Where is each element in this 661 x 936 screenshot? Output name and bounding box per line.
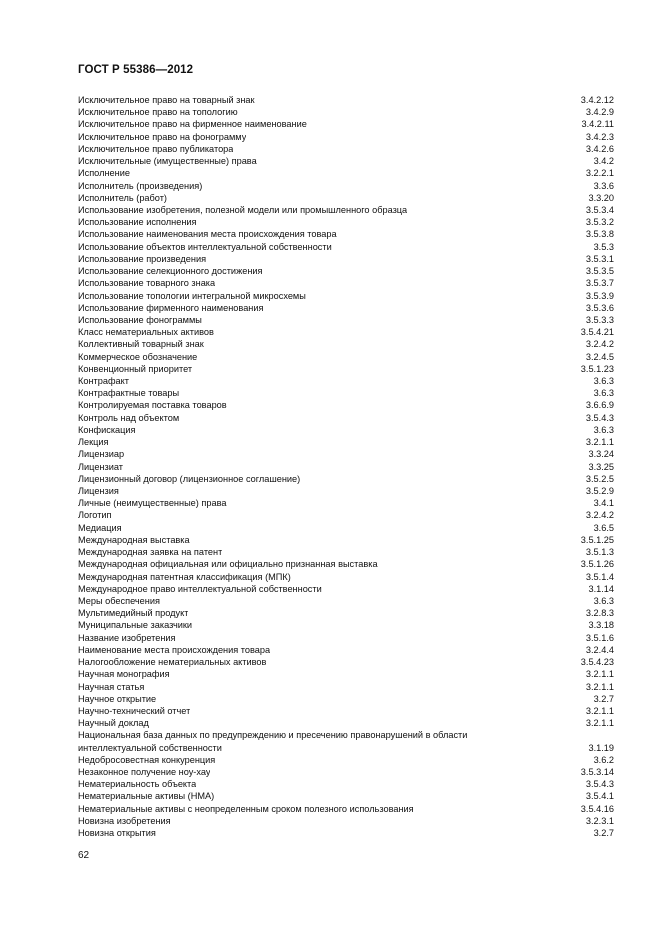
index-entry: [78, 314, 614, 326]
index-entry: [78, 204, 614, 216]
index-entry: [78, 143, 614, 155]
index-term: Использование объектов интеллектуальной собственности: [78, 241, 332, 252]
index-reference: 3.5.1.25: [580, 534, 614, 545]
index-reference: 3.2.4.2: [585, 510, 614, 521]
index-term: Использование топологии интегральной микросхемы: [78, 290, 306, 301]
index-reference: 3.5.1.6: [585, 632, 614, 643]
index-entry: [78, 192, 614, 204]
index-entry: [78, 387, 614, 399]
index-term: Контрафакт: [78, 376, 129, 387]
index-term: Научно-технический отчет: [78, 705, 191, 716]
index-reference: 3.5.3.3: [585, 314, 614, 325]
index-reference: 3.2.7: [593, 828, 614, 839]
index-reference: 3.5.3.8: [585, 229, 614, 240]
index-term: Лицензионный договор (лицензионное соглашение): [78, 473, 301, 484]
index-reference: 3.5.4.1: [585, 791, 614, 802]
index-term: Международная заявка на патент: [78, 547, 223, 558]
index-term: Использование селекционного достижения: [78, 266, 263, 277]
index-term: Исключительное право на товарный знак: [78, 95, 255, 105]
index-term: Использование фирменного наименования: [78, 302, 264, 313]
index-entry: [78, 155, 614, 167]
index-reference: 3.4.2.6: [585, 143, 614, 154]
index-reference: 3.5.1.3: [585, 547, 614, 558]
index-reference: 3.2.1.1: [585, 718, 614, 729]
index-entry: [78, 754, 614, 766]
index-term: Международное право интеллектуальной собственности: [78, 583, 322, 594]
index-list: [78, 94, 614, 839]
index-term: Использование товарного знака: [78, 278, 216, 289]
index-reference: 3.5.3: [593, 241, 614, 252]
index-term: Нематериальность объекта: [78, 779, 197, 790]
index-reference: 3.5.1.23: [580, 363, 614, 374]
index-entry: [78, 448, 614, 460]
index-entry: [78, 717, 614, 729]
index-reference: 3.5.2.9: [585, 486, 614, 496]
index-entry: [78, 595, 614, 607]
index-entry: [78, 424, 614, 436]
index-term: Исполнитель (работ): [78, 192, 167, 203]
index-reference: 3.1.14: [588, 583, 614, 594]
index-reference: 3.5.3.4: [585, 204, 614, 215]
index-entry: [78, 106, 614, 118]
index-reference: 3.5.1.4: [585, 571, 614, 582]
index-entry: [78, 509, 614, 521]
index-entry: [78, 668, 614, 680]
index-reference: 3.5.4.21: [580, 327, 614, 338]
index-term: Новизна изобретения: [78, 815, 171, 826]
index-reference: 3.6.3: [593, 376, 614, 387]
index-reference: 3.6.3: [593, 388, 614, 399]
index-term: Медиация: [78, 522, 122, 533]
index-entry: [78, 558, 614, 570]
index-reference: 3.6.3: [593, 424, 614, 435]
index-entry: [78, 583, 614, 595]
index-reference: 3.2.1.1: [585, 437, 614, 448]
index-entry: [78, 632, 614, 644]
index-entry: [78, 705, 614, 717]
index-reference: 3.2.4.4: [585, 644, 614, 655]
index-entry: [78, 473, 614, 485]
index-term: Лицензиар: [78, 449, 125, 460]
index-term: Контролируемая поставка товаров: [78, 400, 227, 411]
index-term: Название изобретения: [78, 632, 176, 643]
index-reference: 3.5.2.5: [585, 473, 614, 484]
index-reference: 3.5.4.16: [580, 803, 614, 814]
index-reference: 3.6.6.9: [585, 400, 614, 411]
index-reference: 3.2.1.1: [585, 681, 614, 692]
index-term: Международная патентная классификация (МПК): [78, 571, 291, 582]
index-term: Новизна открытия: [78, 828, 156, 839]
index-reference: 3.5.3.9: [585, 290, 614, 301]
index-term: Наименование места происхождения товара: [78, 644, 271, 655]
index-reference: 3.5.3.6: [585, 302, 614, 313]
index-term: Мультимедийный продукт: [78, 608, 189, 619]
index-term: Использование исполнения: [78, 217, 197, 228]
index-reference: 3.5.4.23: [580, 657, 614, 668]
index-term: Международная выставка: [78, 534, 190, 545]
index-entry: [78, 131, 614, 143]
index-entry: [78, 436, 614, 448]
index-term: Использование изобретения, полезной модели или промышленного образца: [78, 204, 408, 215]
index-reference: 3.3.25: [588, 461, 614, 472]
index-term: Нематериальные активы с неопределенным сроком полезного использования: [78, 803, 414, 814]
index-entry: [78, 729, 614, 741]
index-entry: [78, 180, 614, 192]
index-entry: [78, 290, 614, 302]
index-term: Налогообложение нематериальных активов: [78, 657, 267, 668]
index-entry: [78, 778, 614, 790]
index-reference: 3.2.3.1: [585, 815, 614, 826]
index-term: Лицензиат: [78, 461, 123, 472]
index-entry: [78, 241, 614, 253]
index-term: Личные (неимущественные) права: [78, 498, 227, 509]
index-term: Класс нематериальных активов: [78, 327, 214, 338]
index-term: Национальная база данных по предупреждению и пресечению правонарушений в области: [78, 730, 468, 741]
index-term: Исполнитель (произведения): [78, 180, 203, 191]
index-entry: [78, 302, 614, 314]
index-reference: 3.4.2.9: [585, 107, 614, 118]
index-reference: 3.2.4.5: [585, 351, 614, 362]
index-entry: [78, 571, 614, 583]
index-entry: [78, 265, 614, 277]
index-term: Исполнение: [78, 168, 130, 179]
index-entry: [78, 326, 614, 338]
index-reference: 3.5.3.5: [585, 266, 614, 277]
index-entry: [78, 412, 614, 424]
index-term: Использование наименования места происхождения товара: [78, 229, 337, 240]
index-reference: 3.3.20: [588, 192, 614, 203]
index-term: Исключительное право на фирменное наименование: [78, 119, 307, 130]
index-entry: [78, 253, 614, 265]
index-entry: [78, 827, 614, 839]
index-entry: [78, 94, 614, 106]
index-reference: 3.6.5: [593, 522, 614, 533]
index-entry: [78, 790, 614, 802]
index-entry: [78, 338, 614, 350]
index-entry: [78, 363, 614, 375]
index-reference: 3.3.18: [588, 620, 614, 631]
index-reference: 3.5.4.3: [585, 779, 614, 790]
index-reference: 3.4.1: [593, 498, 614, 509]
index-term: Муниципальные заказчики: [78, 620, 193, 631]
index-reference: 3.2.4.2: [585, 339, 614, 350]
page-number: 62: [78, 850, 90, 861]
index-reference: 3.3.6: [593, 180, 614, 191]
index-term: Научная монография: [78, 669, 170, 680]
index-term: Лекция: [78, 437, 109, 448]
index-term: Научная статья: [78, 681, 145, 692]
index-term: Исключительное право на фонограмму: [78, 131, 247, 142]
index-entry: [78, 216, 614, 228]
index-term: Научное открытие: [78, 693, 157, 704]
index-term: Конвенционный приоритет: [78, 363, 193, 374]
index-reference: 3.4.2.3: [585, 131, 614, 142]
index-entry: [78, 766, 614, 778]
index-entry: [78, 399, 614, 411]
index-entry: [78, 375, 614, 387]
index-term: Исключительное право на топологию: [78, 107, 238, 118]
index-term: Логотип: [78, 510, 112, 521]
index-term: Исключительные (имущественные) права: [78, 156, 257, 167]
index-reference: 3.2.1.1: [585, 705, 614, 716]
index-reference: 3.2.1.1: [585, 669, 614, 680]
index-entry: [78, 607, 614, 619]
index-reference: 3.6.3: [593, 595, 614, 606]
index-reference: 3.4.2: [593, 156, 614, 167]
index-term: Использование фонограммы: [78, 314, 202, 325]
index-entry: [78, 742, 614, 754]
index-term: Конфискация: [78, 424, 136, 435]
index-reference: 3.2.7: [593, 693, 614, 704]
index-term: Нематериальные активы (НМА): [78, 791, 215, 802]
index-reference: 3.3.24: [588, 449, 614, 460]
index-entry: [78, 351, 614, 363]
index-reference: 3.5.1.26: [580, 559, 614, 570]
index-reference: 3.5.3.1: [585, 253, 614, 264]
index-term: Использование произведения: [78, 253, 207, 264]
index-entry: [78, 644, 614, 656]
index-term: Научный доклад: [78, 718, 149, 729]
index-term: Коллективный товарный знак: [78, 339, 204, 350]
index-entry: [78, 461, 614, 473]
index-entry: [78, 546, 614, 558]
index-reference: 3.5.4.3: [585, 412, 614, 423]
index-term: Контрафактные товары: [78, 388, 180, 399]
index-reference: 3.4.2.12: [580, 95, 614, 105]
index-term: Меры обеспечения: [78, 595, 160, 606]
index-term: Незаконное получение ноу-хау: [78, 767, 211, 778]
index-reference: 3.2.8.3: [585, 608, 614, 619]
index-term: Контроль над объектом: [78, 412, 180, 423]
index-entry: [78, 693, 614, 705]
index-reference: 3.1.19: [588, 742, 614, 753]
index-entry: [78, 118, 614, 130]
index-term: Международная официальная или официально признанная выставка: [78, 559, 378, 570]
index-entry: [78, 228, 614, 240]
index-reference: 3.5.3.14: [580, 767, 614, 778]
index-reference: 3.6.2: [593, 754, 614, 765]
index-entry: [78, 619, 614, 631]
index-entry: [78, 497, 614, 509]
index-reference: 3.5.3.7: [585, 278, 614, 289]
index-term: Исключительное право публикатора: [78, 143, 234, 154]
index-entry: [78, 167, 614, 179]
document-header: ГОСТ Р 55386—2012: [78, 64, 194, 76]
index-term: Лицензия: [78, 486, 119, 496]
index-reference: 3.4.2.11: [581, 119, 614, 130]
index-term: Коммерческое обозначение: [78, 351, 198, 362]
index-entry: [78, 803, 614, 815]
index-entry: [78, 681, 614, 693]
index-entry: [78, 815, 614, 827]
index-reference: 3.2.2.1: [585, 168, 614, 179]
index-entry: [78, 277, 614, 289]
index-entry: [78, 656, 614, 668]
index-entry: [78, 485, 614, 497]
index-entry: [78, 534, 614, 546]
index-entry: [78, 522, 614, 534]
index-reference: 3.5.3.2: [585, 217, 614, 228]
index-term: Недобросовестная конкуренция: [78, 754, 216, 765]
index-term: интеллектуальной собственности: [78, 742, 222, 753]
